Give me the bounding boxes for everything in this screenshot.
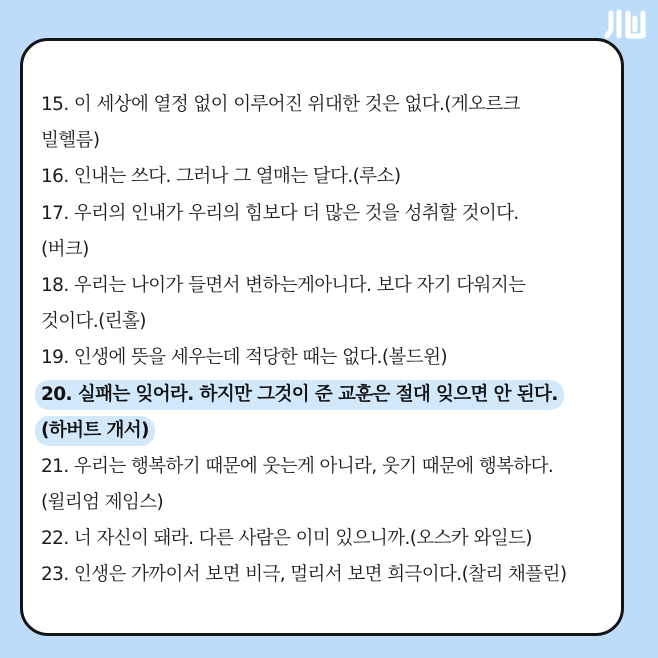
quote-text: 빌헬름) [41,130,100,152]
quote-text: 16. 인내는 쓰다. 그러나 그 열매는 달다.(루소) [41,166,401,188]
quote-item [41,196,617,268]
quote-text: 21. 우리는 행복하기 때문에 웃는게 아니라, 웃기 때문에 행복하다. [41,455,554,477]
quote-item [41,557,617,593]
quote-item [41,340,617,376]
brand-logo-icon [604,6,648,42]
highlighted-quote-text: 20. 실패는 잊어라. 하지만 그것이 준 교훈은 절대 잊으면 안 된다. [35,380,564,410]
highlighted-quote-text: (하버트 개서) [35,416,155,446]
quote-text: 17. 우리의 인내가 우리의 힘보다 더 많은 것을 성취할 것이다. [41,202,519,224]
highlighted-quote-item [41,377,617,449]
quote-text: 것이다.(린홀) [41,311,146,333]
quote-text: 23. 인생은 가까이서 보면 비극, 멀리서 보면 희극이다.(찰리 채플린) [41,564,567,586]
quote-item [41,449,617,521]
quote-text: 19. 인생에 뜻을 세우는데 적당한 때는 없다.(볼드윈) [41,347,447,369]
quote-text: 18. 우리는 나이가 들면서 변하는게아니다. 보다 자기 다워지는 [41,274,526,296]
quote-text: 15. 이 세상에 열정 없이 이루어진 위대한 것은 없다.(게오르크 [41,94,520,115]
quote-list [41,87,617,594]
quote-text: (버크) [41,238,89,260]
quote-item [41,268,617,340]
quote-text: 22. 너 자신이 돼라. 다른 사람은 이미 있으니까.(오스카 와일드) [41,528,532,550]
quote-item [41,87,617,159]
quote-item [41,159,617,195]
quote-card [20,38,624,636]
quote-item [41,521,617,557]
quote-text: (윌리엄 제임스) [41,492,164,514]
